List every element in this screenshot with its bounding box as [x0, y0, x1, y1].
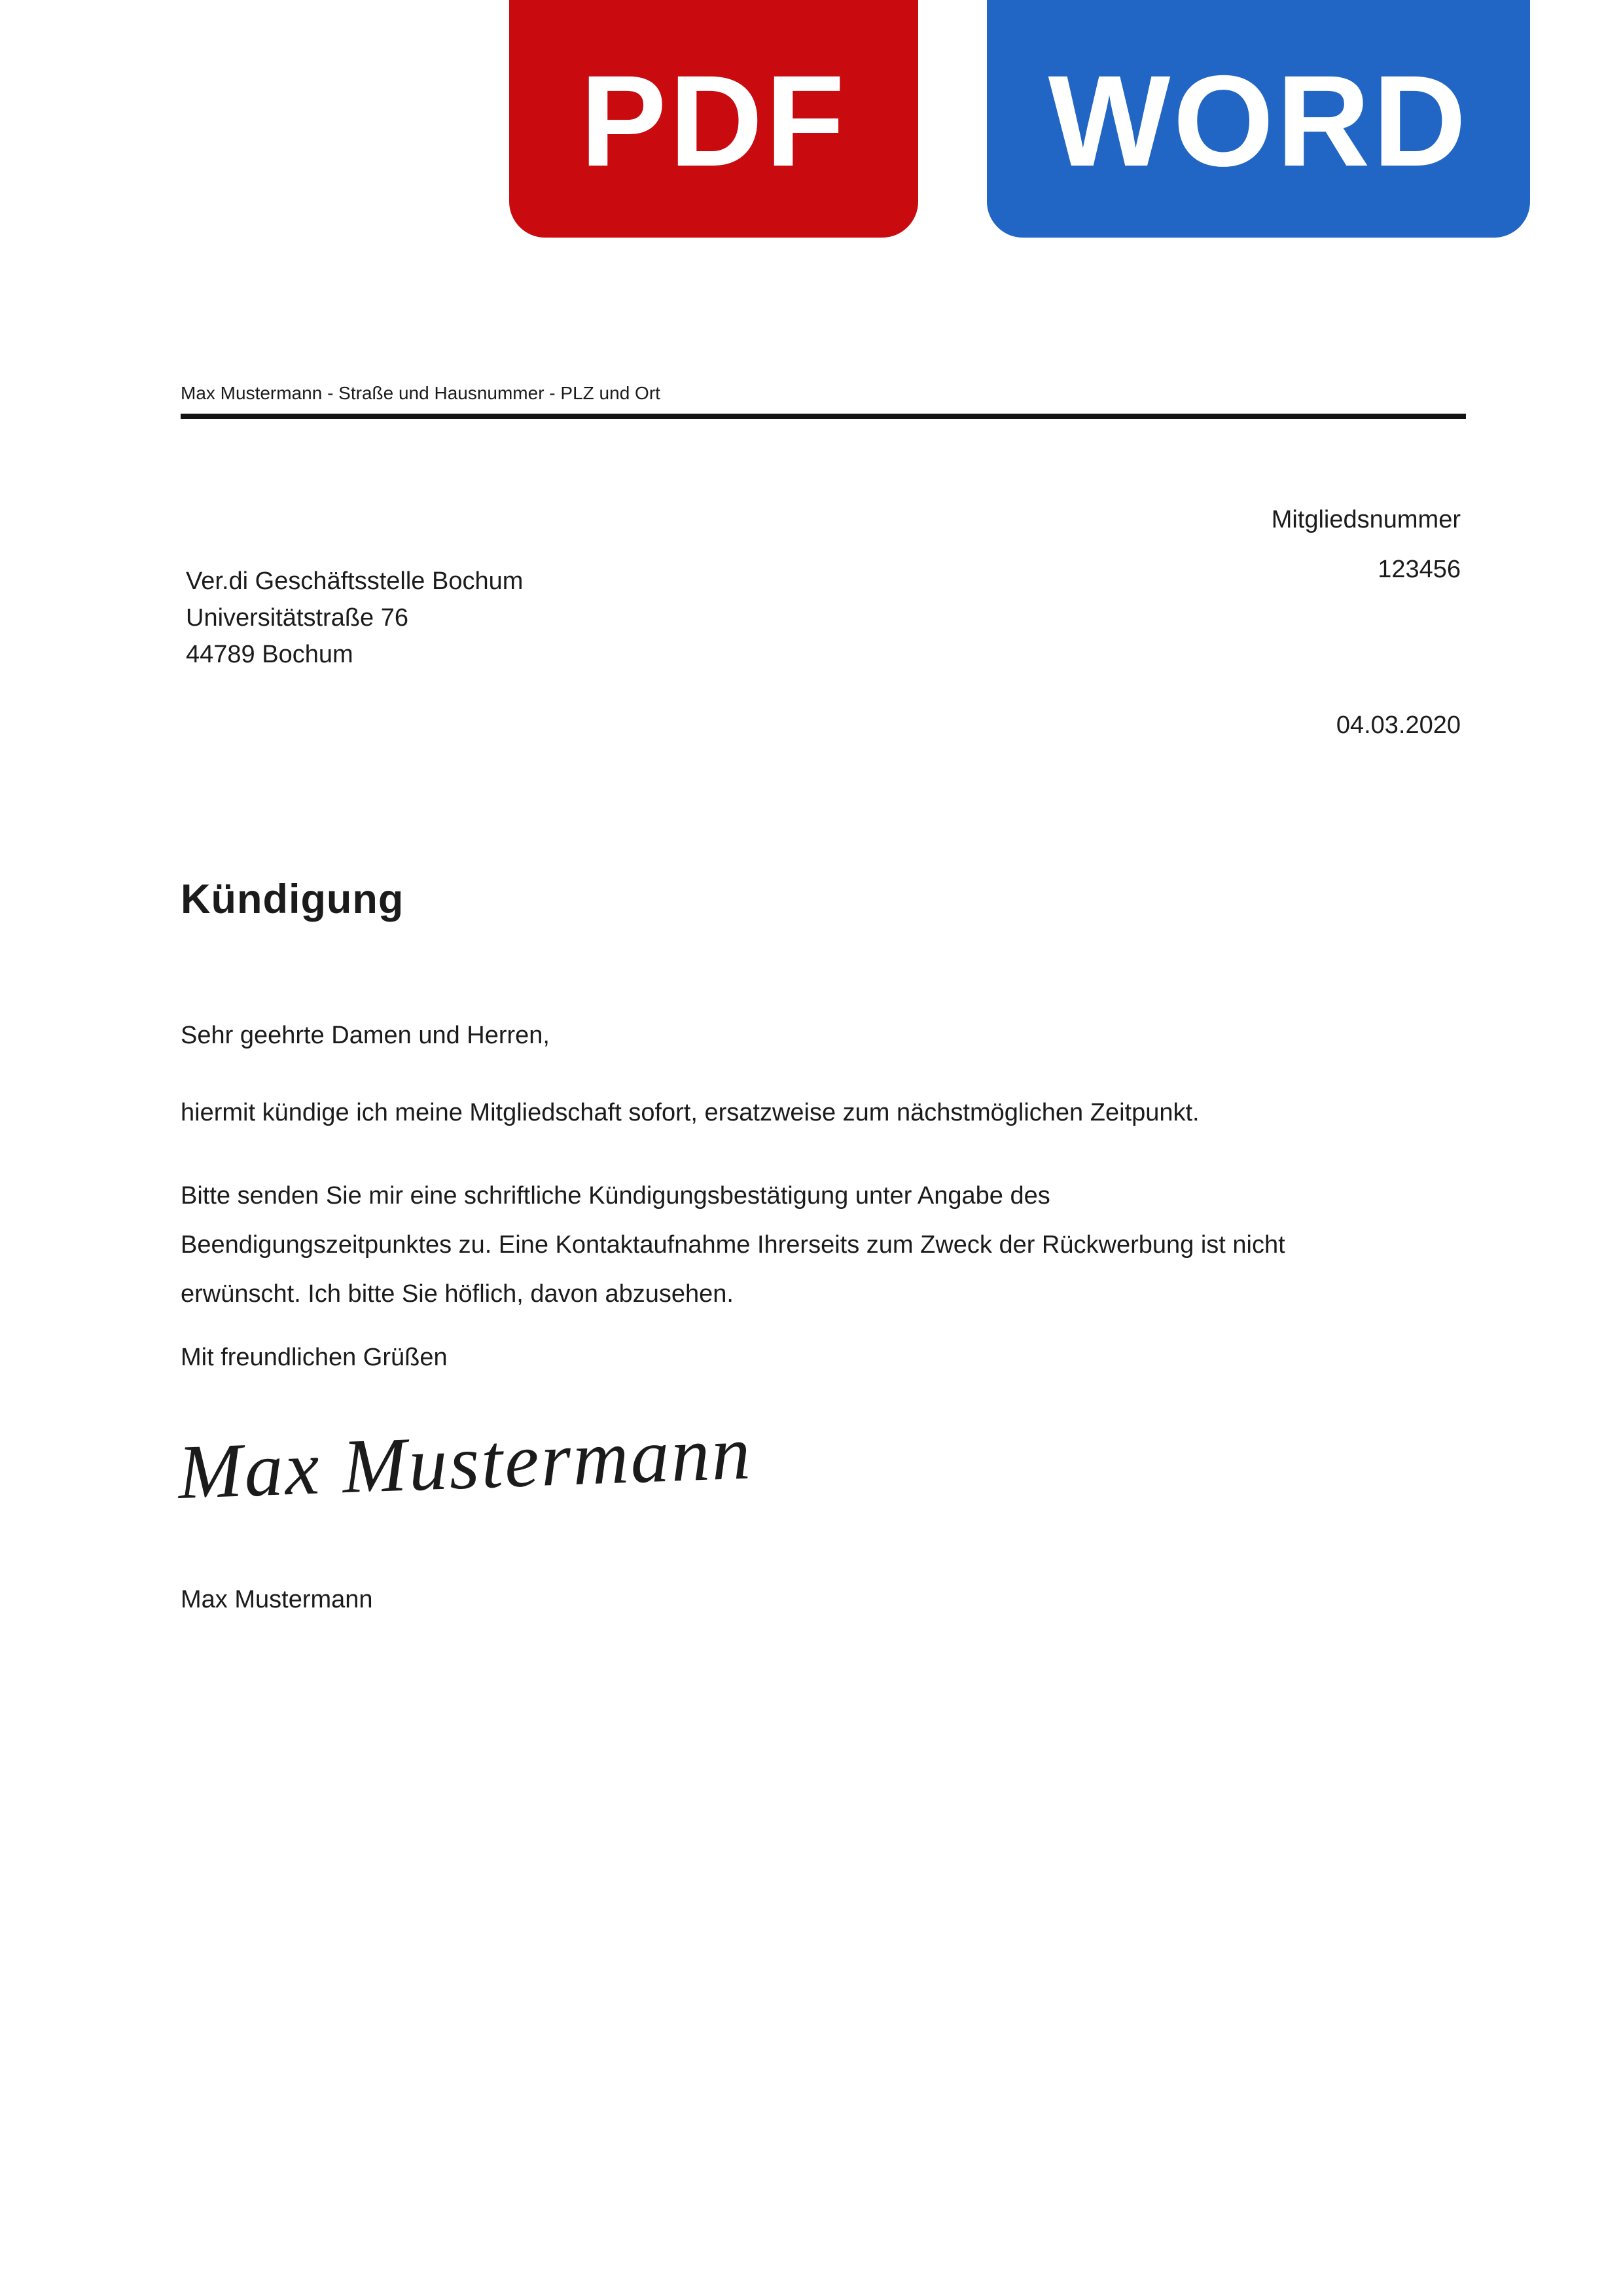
body-paragraph-1: hiermit kündige ich meine Mitgliedschaft sofort, ersatzweise zum nächstmöglichen Zeitpunkt. — [181, 1099, 1200, 1126]
closing-phrase: Mit freundlichen Grüßen — [181, 1344, 448, 1371]
body-paragraph-2-line-3: erwünscht. Ich bitte Sie höflich, davon abzusehen. — [181, 1280, 734, 1308]
sender-address-line: Max Mustermann - Straße und Hausnummer - PLZ und Ort — [181, 382, 1466, 419]
recipient-address — [186, 563, 523, 673]
body-paragraph-2-line-2: Beendigungszeitpunktes zu. Eine Kontaktaufnahme Ihrerseits zum Zweck der Rückwerbung ist nicht — [181, 1231, 1285, 1259]
signer-name: Max Mustermann — [181, 1586, 373, 1613]
download-word-label: WORD — [1048, 48, 1469, 193]
handwritten-signature: Max Mustermann — [176, 1409, 754, 1515]
download-word-button[interactable] — [987, 0, 1530, 238]
subject-heading: Kündigung — [181, 876, 404, 922]
body-paragraph-2-line-1: Bitte senden Sie mir eine schriftliche Kündigungsbestätigung unter Angabe des — [181, 1182, 1050, 1210]
recipient-line-3: 44789 Bochum — [186, 641, 353, 668]
body-paragraph-2 — [181, 1172, 1285, 1319]
letter-date: 04.03.2020 — [1336, 711, 1461, 739]
member-number-value: 123456 — [1378, 556, 1461, 583]
salutation: Sehr geehrte Damen und Herren, — [181, 1022, 550, 1049]
download-pdf-button[interactable] — [509, 0, 918, 238]
member-number-label: Mitgliedsnummer — [1271, 506, 1461, 533]
recipient-line-1: Ver.di Geschäftsstelle Bochum — [186, 567, 524, 595]
download-pdf-label: PDF — [580, 48, 847, 193]
recipient-line-2: Universitätstraße 76 — [186, 604, 409, 632]
